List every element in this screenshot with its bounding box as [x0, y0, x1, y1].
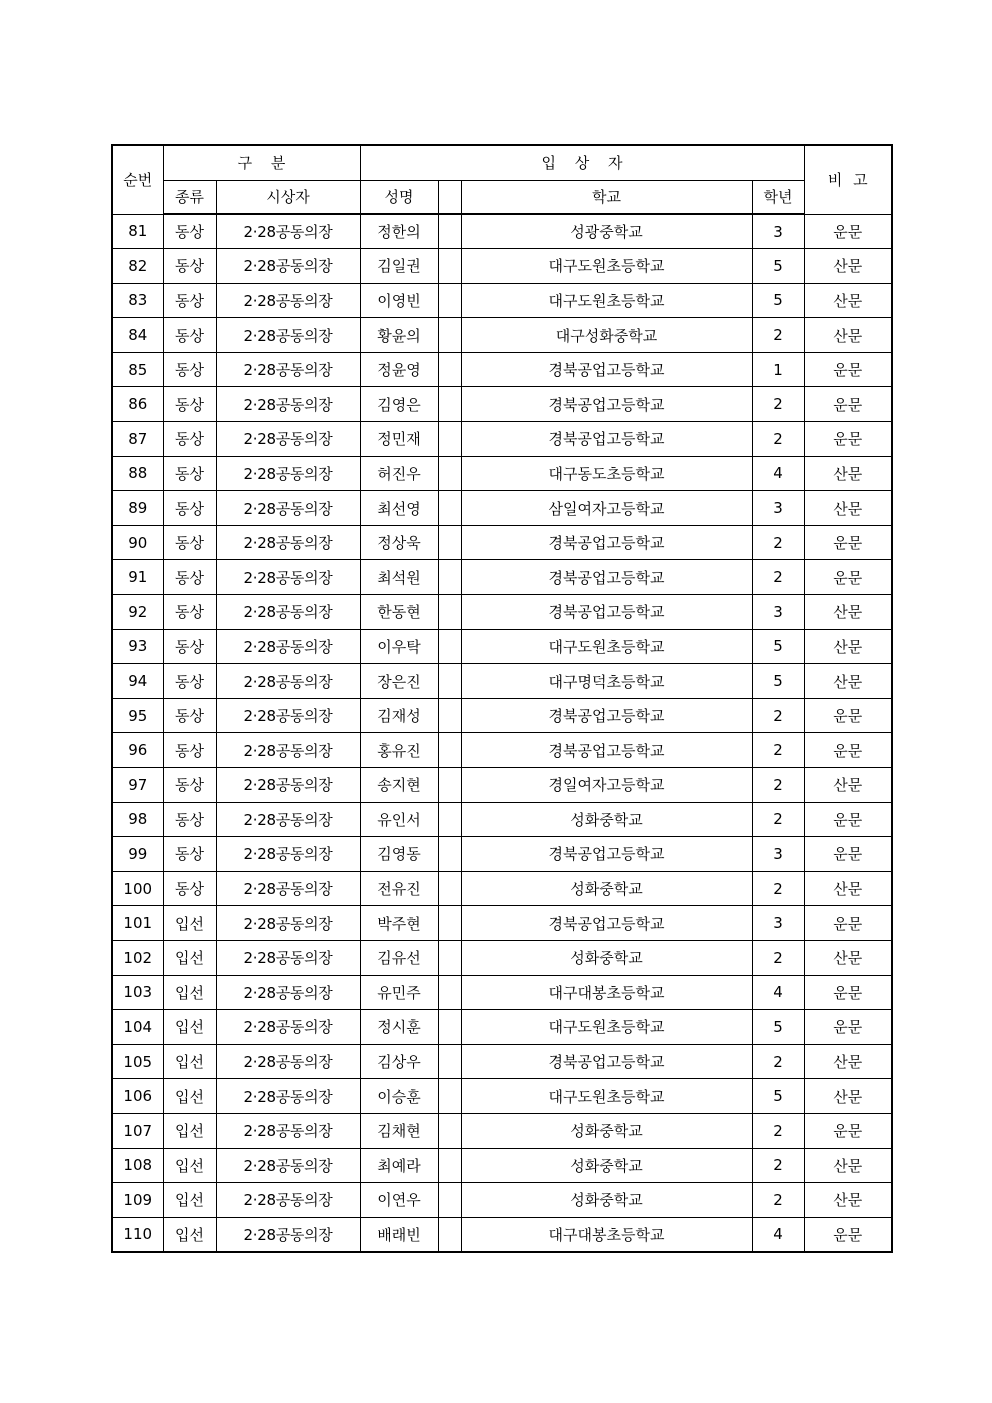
cell-spacer: [438, 733, 461, 768]
cell-presenter: 2·28공동의장: [216, 1113, 360, 1148]
cell-spacer: [438, 940, 461, 975]
table-row: [112, 1010, 892, 1045]
cell-presenter: 2·28공동의장: [216, 1148, 360, 1183]
cell-grade: 2: [752, 525, 804, 560]
cell-type: 동상: [163, 768, 216, 803]
cell-remark: 운문: [804, 422, 892, 457]
cell-type: 입선: [163, 1113, 216, 1148]
cell-remark: 운문: [804, 1010, 892, 1045]
cell-spacer: [438, 318, 461, 353]
cell-type: 입선: [163, 906, 216, 941]
cell-remark: 산문: [804, 456, 892, 491]
cell-presenter: 2·28공동의장: [216, 249, 360, 284]
cell-presenter: 2·28공동의장: [216, 1044, 360, 1079]
cell-grade: 2: [752, 387, 804, 422]
cell-school: 대구도원초등학교: [461, 629, 752, 664]
table-row: [112, 906, 892, 941]
table-row: [112, 352, 892, 387]
cell-type: 동상: [163, 802, 216, 837]
cell-name: 정한의: [360, 214, 438, 249]
cell-name: 김채현: [360, 1113, 438, 1148]
cell-type: 동상: [163, 456, 216, 491]
table-row: [112, 525, 892, 560]
cell-no: 106: [112, 1079, 163, 1114]
cell-presenter: 2·28공동의장: [216, 422, 360, 457]
cell-school: 성화중학교: [461, 871, 752, 906]
cell-name: 이우탁: [360, 629, 438, 664]
cell-type: 입선: [163, 975, 216, 1010]
cell-presenter: 2·28공동의장: [216, 352, 360, 387]
cell-school: 경북공업고등학교: [461, 1044, 752, 1079]
cell-grade: 5: [752, 629, 804, 664]
header-remark: 비 고: [804, 145, 892, 214]
cell-school: 경북공업고등학교: [461, 560, 752, 595]
cell-remark: 운문: [804, 802, 892, 837]
cell-spacer: [438, 1079, 461, 1114]
cell-presenter: 2·28공동의장: [216, 1010, 360, 1045]
cell-no: 84: [112, 318, 163, 353]
cell-presenter: 2·28공동의장: [216, 871, 360, 906]
cell-no: 91: [112, 560, 163, 595]
cell-type: 동상: [163, 422, 216, 457]
cell-school: 경북공업고등학교: [461, 837, 752, 872]
cell-remark: 산문: [804, 491, 892, 526]
cell-grade: 3: [752, 595, 804, 630]
cell-name: 전유진: [360, 871, 438, 906]
cell-grade: 5: [752, 283, 804, 318]
cell-spacer: [438, 1044, 461, 1079]
cell-spacer: [438, 249, 461, 284]
cell-school: 성광중학교: [461, 214, 752, 249]
cell-school: 경북공업고등학교: [461, 352, 752, 387]
header-spacer: [438, 180, 461, 214]
cell-type: 동상: [163, 871, 216, 906]
cell-spacer: [438, 664, 461, 699]
cell-spacer: [438, 1010, 461, 1045]
table-row: [112, 733, 892, 768]
cell-remark: 산문: [804, 1148, 892, 1183]
cell-no: 98: [112, 802, 163, 837]
cell-no: 108: [112, 1148, 163, 1183]
cell-no: 100: [112, 871, 163, 906]
cell-name: 유민주: [360, 975, 438, 1010]
table-row: [112, 629, 892, 664]
cell-remark: 운문: [804, 837, 892, 872]
cell-remark: 운문: [804, 733, 892, 768]
cell-no: 101: [112, 906, 163, 941]
table-row: [112, 318, 892, 353]
cell-school: 경북공업고등학교: [461, 906, 752, 941]
cell-type: 입선: [163, 1148, 216, 1183]
cell-no: 94: [112, 664, 163, 699]
cell-grade: 2: [752, 768, 804, 803]
cell-no: 96: [112, 733, 163, 768]
cell-school: 대구도원초등학교: [461, 1010, 752, 1045]
cell-type: 동상: [163, 283, 216, 318]
cell-grade: 2: [752, 698, 804, 733]
cell-remark: 운문: [804, 214, 892, 249]
cell-grade: 3: [752, 214, 804, 249]
cell-no: 97: [112, 768, 163, 803]
header-type: 종류: [163, 180, 216, 214]
cell-spacer: [438, 1183, 461, 1218]
cell-remark: 운문: [804, 906, 892, 941]
cell-grade: 2: [752, 422, 804, 457]
table-row: [112, 837, 892, 872]
cell-remark: 산문: [804, 283, 892, 318]
cell-presenter: 2·28공동의장: [216, 837, 360, 872]
cell-grade: 2: [752, 802, 804, 837]
cell-name: 이승훈: [360, 1079, 438, 1114]
cell-grade: 5: [752, 1079, 804, 1114]
table-row: [112, 975, 892, 1010]
cell-type: 동상: [163, 525, 216, 560]
cell-remark: 산문: [804, 940, 892, 975]
cell-school: 대구도원초등학교: [461, 1079, 752, 1114]
cell-spacer: [438, 456, 461, 491]
cell-grade: 2: [752, 318, 804, 353]
table-row: [112, 664, 892, 699]
cell-no: 83: [112, 283, 163, 318]
cell-remark: 운문: [804, 1217, 892, 1252]
cell-name: 최예라: [360, 1148, 438, 1183]
cell-presenter: 2·28공동의장: [216, 1217, 360, 1252]
cell-presenter: 2·28공동의장: [216, 940, 360, 975]
cell-name: 배래빈: [360, 1217, 438, 1252]
cell-presenter: 2·28공동의장: [216, 768, 360, 803]
cell-remark: 산문: [804, 1079, 892, 1114]
cell-school: 대구대봉초등학교: [461, 975, 752, 1010]
cell-school: 대구명덕초등학교: [461, 664, 752, 699]
table-row: [112, 491, 892, 526]
cell-presenter: 2·28공동의장: [216, 664, 360, 699]
table-row: [112, 1113, 892, 1148]
cell-presenter: 2·28공동의장: [216, 698, 360, 733]
cell-type: 동상: [163, 560, 216, 595]
cell-presenter: 2·28공동의장: [216, 802, 360, 837]
cell-spacer: [438, 1148, 461, 1183]
cell-grade: 5: [752, 664, 804, 699]
cell-type: 동상: [163, 491, 216, 526]
table-row: [112, 768, 892, 803]
cell-name: 김영은: [360, 387, 438, 422]
cell-grade: 2: [752, 1044, 804, 1079]
cell-no: 88: [112, 456, 163, 491]
table-row: [112, 283, 892, 318]
table-row: [112, 214, 892, 249]
cell-name: 박주현: [360, 906, 438, 941]
cell-presenter: 2·28공동의장: [216, 975, 360, 1010]
cell-type: 동상: [163, 698, 216, 733]
cell-remark: 산문: [804, 1183, 892, 1218]
cell-school: 경북공업고등학교: [461, 525, 752, 560]
cell-grade: 5: [752, 249, 804, 284]
cell-grade: 2: [752, 940, 804, 975]
table-row: [112, 1217, 892, 1252]
cell-spacer: [438, 906, 461, 941]
cell-remark: 운문: [804, 352, 892, 387]
cell-remark: 산문: [804, 664, 892, 699]
cell-presenter: 2·28공동의장: [216, 525, 360, 560]
cell-grade: 5: [752, 1010, 804, 1045]
cell-school: 경북공업고등학교: [461, 595, 752, 630]
cell-spacer: [438, 352, 461, 387]
table-row: [112, 940, 892, 975]
header-name: 성명: [360, 180, 438, 214]
table-row: [112, 422, 892, 457]
cell-presenter: 2·28공동의장: [216, 387, 360, 422]
cell-type: 동상: [163, 387, 216, 422]
cell-no: 99: [112, 837, 163, 872]
cell-name: 김재성: [360, 698, 438, 733]
cell-school: 대구대봉초등학교: [461, 1217, 752, 1252]
cell-name: 한동현: [360, 595, 438, 630]
cell-remark: 산문: [804, 871, 892, 906]
cell-no: 110: [112, 1217, 163, 1252]
cell-presenter: 2·28공동의장: [216, 1183, 360, 1218]
cell-type: 입선: [163, 1183, 216, 1218]
cell-school: 대구도원초등학교: [461, 283, 752, 318]
cell-presenter: 2·28공동의장: [216, 214, 360, 249]
cell-no: 81: [112, 214, 163, 249]
header-winner-group: 입 상 자: [360, 145, 804, 180]
header-grade: 학년: [752, 180, 804, 214]
cell-remark: 운문: [804, 560, 892, 595]
table-row: [112, 560, 892, 595]
cell-presenter: 2·28공동의장: [216, 595, 360, 630]
cell-spacer: [438, 595, 461, 630]
cell-no: 107: [112, 1113, 163, 1148]
cell-type: 동상: [163, 664, 216, 699]
cell-name: 송지현: [360, 768, 438, 803]
cell-grade: 3: [752, 491, 804, 526]
cell-school: 경북공업고등학교: [461, 422, 752, 457]
cell-name: 황윤의: [360, 318, 438, 353]
cell-presenter: 2·28공동의장: [216, 629, 360, 664]
cell-remark: 운문: [804, 1113, 892, 1148]
header-no: 순번: [112, 145, 163, 214]
cell-name: 정상욱: [360, 525, 438, 560]
cell-type: 입선: [163, 1044, 216, 1079]
cell-school: 성화중학교: [461, 1148, 752, 1183]
cell-school: 성화중학교: [461, 1183, 752, 1218]
header-presenter: 시상자: [216, 180, 360, 214]
table-row: [112, 595, 892, 630]
cell-spacer: [438, 283, 461, 318]
cell-no: 105: [112, 1044, 163, 1079]
cell-spacer: [438, 1217, 461, 1252]
cell-name: 장은진: [360, 664, 438, 699]
cell-spacer: [438, 525, 461, 560]
cell-remark: 운문: [804, 698, 892, 733]
cell-presenter: 2·28공동의장: [216, 1079, 360, 1114]
cell-name: 이영빈: [360, 283, 438, 318]
cell-presenter: 2·28공동의장: [216, 283, 360, 318]
cell-type: 동상: [163, 318, 216, 353]
cell-spacer: [438, 387, 461, 422]
cell-no: 90: [112, 525, 163, 560]
cell-grade: 4: [752, 1217, 804, 1252]
cell-school: 삼일여자고등학교: [461, 491, 752, 526]
table-row: [112, 1148, 892, 1183]
cell-no: 87: [112, 422, 163, 457]
cell-grade: 2: [752, 1113, 804, 1148]
cell-no: 89: [112, 491, 163, 526]
cell-grade: 2: [752, 560, 804, 595]
cell-name: 허진우: [360, 456, 438, 491]
cell-name: 최선영: [360, 491, 438, 526]
cell-type: 동상: [163, 629, 216, 664]
cell-spacer: [438, 698, 461, 733]
cell-type: 동상: [163, 837, 216, 872]
cell-type: 입선: [163, 940, 216, 975]
cell-type: 동상: [163, 733, 216, 768]
cell-no: 86: [112, 387, 163, 422]
cell-type: 동상: [163, 214, 216, 249]
table-row: [112, 698, 892, 733]
cell-name: 정윤영: [360, 352, 438, 387]
cell-grade: 2: [752, 1148, 804, 1183]
cell-school: 성화중학교: [461, 1113, 752, 1148]
cell-no: 109: [112, 1183, 163, 1218]
cell-spacer: [438, 837, 461, 872]
cell-type: 입선: [163, 1010, 216, 1045]
cell-type: 입선: [163, 1217, 216, 1252]
table-row: [112, 387, 892, 422]
cell-no: 82: [112, 249, 163, 284]
cell-name: 김일권: [360, 249, 438, 284]
cell-name: 이연우: [360, 1183, 438, 1218]
cell-spacer: [438, 629, 461, 664]
table-row: [112, 456, 892, 491]
cell-presenter: 2·28공동의장: [216, 491, 360, 526]
cell-type: 입선: [163, 1079, 216, 1114]
cell-remark: 산문: [804, 595, 892, 630]
table-row: [112, 249, 892, 284]
cell-spacer: [438, 802, 461, 837]
cell-no: 103: [112, 975, 163, 1010]
header-school: 학교: [461, 180, 752, 214]
cell-school: 대구동도초등학교: [461, 456, 752, 491]
cell-grade: 1: [752, 352, 804, 387]
cell-no: 85: [112, 352, 163, 387]
cell-grade: 4: [752, 456, 804, 491]
table-row: [112, 1183, 892, 1218]
table-row: [112, 1079, 892, 1114]
cell-remark: 산문: [804, 768, 892, 803]
cell-presenter: 2·28공동의장: [216, 906, 360, 941]
cell-name: 홍유진: [360, 733, 438, 768]
cell-spacer: [438, 1113, 461, 1148]
cell-spacer: [438, 975, 461, 1010]
cell-grade: 4: [752, 975, 804, 1010]
cell-remark: 운문: [804, 975, 892, 1010]
cell-remark: 운문: [804, 525, 892, 560]
cell-no: 92: [112, 595, 163, 630]
cell-no: 93: [112, 629, 163, 664]
cell-school: 대구성화중학교: [461, 318, 752, 353]
cell-spacer: [438, 214, 461, 249]
cell-no: 95: [112, 698, 163, 733]
cell-spacer: [438, 422, 461, 457]
header-category-group: 구 분: [163, 145, 360, 180]
cell-remark: 산문: [804, 629, 892, 664]
table-row: [112, 802, 892, 837]
cell-spacer: [438, 560, 461, 595]
cell-grade: 3: [752, 906, 804, 941]
cell-presenter: 2·28공동의장: [216, 318, 360, 353]
cell-school: 성화중학교: [461, 802, 752, 837]
awards-table: [111, 144, 893, 1253]
cell-remark: 산문: [804, 318, 892, 353]
cell-spacer: [438, 871, 461, 906]
cell-school: 경북공업고등학교: [461, 387, 752, 422]
cell-name: 김상우: [360, 1044, 438, 1079]
cell-name: 정시훈: [360, 1010, 438, 1045]
cell-grade: 2: [752, 871, 804, 906]
cell-school: 경북공업고등학교: [461, 733, 752, 768]
cell-presenter: 2·28공동의장: [216, 733, 360, 768]
cell-name: 김영동: [360, 837, 438, 872]
cell-grade: 2: [752, 733, 804, 768]
cell-name: 정민재: [360, 422, 438, 457]
table-row: [112, 1044, 892, 1079]
cell-presenter: 2·28공동의장: [216, 456, 360, 491]
cell-name: 김유선: [360, 940, 438, 975]
cell-type: 동상: [163, 249, 216, 284]
cell-type: 동상: [163, 595, 216, 630]
cell-school: 경일여자고등학교: [461, 768, 752, 803]
cell-presenter: 2·28공동의장: [216, 560, 360, 595]
cell-no: 102: [112, 940, 163, 975]
cell-spacer: [438, 768, 461, 803]
cell-name: 유인서: [360, 802, 438, 837]
cell-remark: 산문: [804, 1044, 892, 1079]
cell-remark: 운문: [804, 387, 892, 422]
cell-school: 경북공업고등학교: [461, 698, 752, 733]
cell-type: 동상: [163, 352, 216, 387]
cell-school: 성화중학교: [461, 940, 752, 975]
cell-no: 104: [112, 1010, 163, 1045]
cell-remark: 산문: [804, 249, 892, 284]
cell-grade: 2: [752, 1183, 804, 1218]
cell-name: 최석원: [360, 560, 438, 595]
cell-spacer: [438, 491, 461, 526]
table-row: [112, 871, 892, 906]
table-body: [112, 214, 892, 1252]
cell-school: 대구도원초등학교: [461, 249, 752, 284]
cell-grade: 3: [752, 837, 804, 872]
